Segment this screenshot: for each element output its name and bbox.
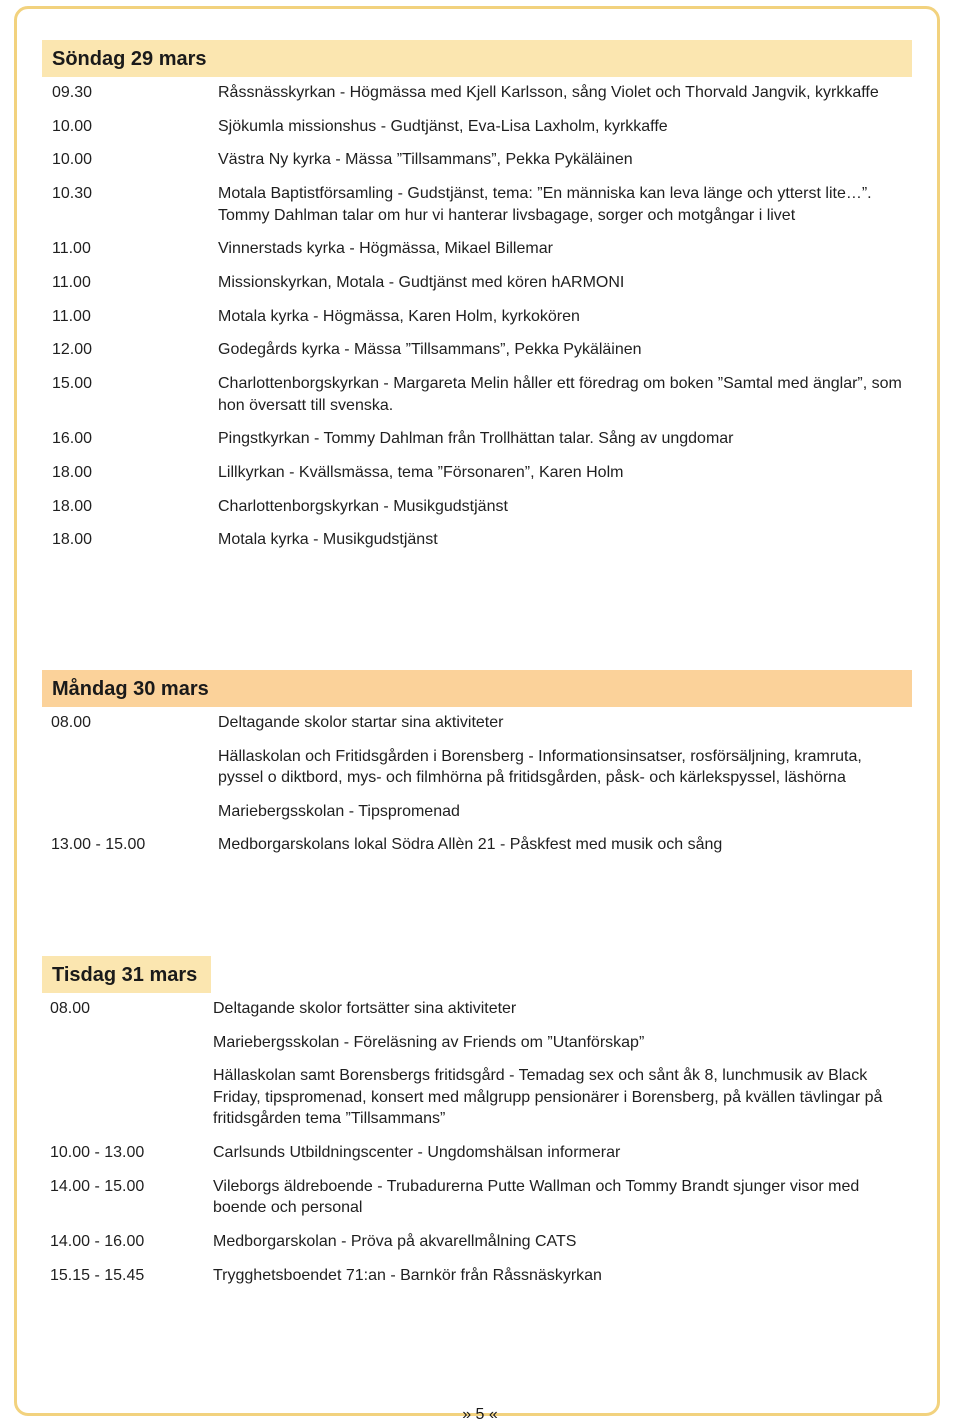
event-row (42, 712, 912, 734)
event-row (42, 1032, 912, 1054)
event-description: Hällaskolan samt Borensbergs fritidsgård - Temadag sex och sånt åk 8, lunchmusik av Black Friday, tipspromenad, konsert med målgrupp pensionärer i Borensberg, på kvällen tävlingar på fritidsgården tema ”Tillsammans” (213, 1067, 883, 1128)
event-row (42, 149, 912, 171)
day-section-tuesday (42, 956, 912, 1298)
event-time: 10.00 (52, 151, 93, 169)
event-row (42, 82, 912, 104)
event-time: 15.00 (52, 375, 93, 392)
event-time: 10.00 - 13.00 (50, 1144, 145, 1162)
day-heading: Måndag 30 mars (42, 670, 912, 707)
event-time: 18.00 (52, 497, 93, 515)
event-description: Missionskyrkan, Motala - Gudtjänst med kören hARMONI (218, 273, 625, 291)
event-description: Råssnässkyrkan - Högmässa med Kjell Karlsson, sång Violet och Thorvald Jangvik, kyrkkaffe (218, 84, 879, 101)
event-description: Motala Baptistförsamling - Gudstjänst, tema: ”En människa kan leva länge och ytterst lite…”. Tommy Dahlman talar om hur vi hanterar livsbagage, sorger och motgångar i livet (218, 185, 872, 224)
event-time: 13.00 - 15.00 (51, 836, 146, 853)
event-time: 18.00 (52, 531, 93, 549)
event-row (42, 496, 912, 518)
event-list (42, 82, 912, 551)
event-time: 18.00 (52, 463, 93, 481)
event-time: 08.00 (50, 1000, 91, 1017)
event-time (42, 1032, 213, 1054)
event-row (42, 1065, 912, 1130)
event-time: 10.00 (52, 117, 93, 135)
event-time: 14.00 - 16.00 (50, 1232, 145, 1250)
event-description: Västra Ny kyrka - Mässa ”Tillsammans”, Pekka Pykäläinen (218, 151, 633, 169)
event-time: 10.30 (52, 185, 93, 203)
event-description: Lillkyrkan - Kvällsmässa, tema ”Försonaren”, Karen Holm (218, 463, 624, 481)
event-description: Carlsunds Utbildningscenter - Ungdomshälsan informerar (213, 1144, 621, 1162)
event-time: 08.00 (51, 714, 92, 731)
event-description: Pingstkyrkan - Tommy Dahlman från Trollhättan talar. Sång av ungdomar (218, 430, 734, 448)
event-row (42, 238, 912, 260)
event-row (42, 272, 912, 294)
event-time: 15.15 - 15.45 (50, 1266, 145, 1284)
event-time: 09.30 (52, 84, 93, 101)
event-row (42, 339, 912, 361)
event-description: Deltagande skolor startar sina aktiviteter (218, 714, 504, 731)
event-row (42, 1142, 912, 1164)
event-row (42, 428, 912, 450)
event-row (42, 373, 912, 416)
event-row (42, 183, 912, 226)
event-row (42, 1265, 912, 1287)
event-row (42, 834, 912, 856)
event-description: Medborgarskolans lokal Södra Allèn 21 - Påskfest med musik och sång (218, 836, 723, 853)
event-description: Charlottenborgskyrkan - Musikgudstjänst (218, 497, 508, 515)
event-description: Trygghetsboendet 71:an - Barnkör från Råssnäskyrkan (213, 1266, 602, 1284)
page-number: » 5 « (462, 1406, 498, 1423)
event-description: Mariebergsskolan - Tipspromenad (218, 802, 460, 820)
day-section-monday (42, 670, 912, 868)
event-description: Hällaskolan och Fritidsgården i Borensberg - Informationsinsatser, rosförsäljning, kramruta, pyssel o diktbord, mys- och filmhörna på fritidsgården, påsk- och kärlekspyssel, läshörna (218, 747, 862, 786)
event-row (42, 306, 912, 328)
event-row (42, 1176, 912, 1219)
event-description: Motala kyrka - Högmässa, Karen Holm, kyrkokören (218, 307, 580, 325)
event-time: 14.00 - 15.00 (50, 1177, 145, 1195)
day-heading: Söndag 29 mars (42, 40, 912, 77)
event-description: Motala kyrka - Musikgudstjänst (218, 531, 438, 549)
event-description: Deltagande skolor fortsätter sina aktiviteter (213, 1000, 517, 1017)
event-row (42, 801, 912, 823)
event-time: 11.00 (52, 307, 91, 325)
day-section-sunday (42, 40, 912, 563)
event-row (42, 462, 912, 484)
event-list (42, 712, 912, 856)
event-time (42, 746, 218, 789)
event-time: 12.00 (52, 341, 93, 359)
event-description: Vinnerstads kyrka - Högmässa, Mikael Billemar (218, 240, 553, 258)
event-description: Vileborgs äldreboende - Trubadurerna Putte Wallman och Tommy Brandt sjunger visor med boende och personal (213, 1177, 860, 1217)
event-row (42, 529, 912, 551)
event-time (42, 801, 218, 823)
event-description: Medborgarskolan - Pröva på akvarellmålning CATS (213, 1232, 577, 1250)
event-description: Godegårds kyrka - Mässa ”Tillsammans”, Pekka Pykäläinen (218, 341, 642, 359)
event-list (42, 998, 912, 1286)
event-time: 11.00 (52, 240, 91, 258)
event-time: 16.00 (52, 430, 93, 448)
event-row (42, 746, 912, 789)
event-row (42, 998, 912, 1020)
event-row (42, 116, 912, 138)
event-description: Charlottenborgskyrkan - Margareta Melin håller ett föredrag om boken ”Samtal med änglar”, som hon översatt till svenska. (218, 375, 902, 414)
event-row (42, 1231, 912, 1253)
event-time: 11.00 (52, 273, 91, 291)
event-time (42, 1065, 213, 1130)
day-heading: Tisdag 31 mars (42, 956, 211, 993)
event-description: Mariebergsskolan - Föreläsning av Friends om ”Utanförskap” (213, 1033, 645, 1051)
event-description: Sjökumla missionshus - Gudtjänst, Eva-Lisa Laxholm, kyrkkaffe (218, 117, 668, 135)
